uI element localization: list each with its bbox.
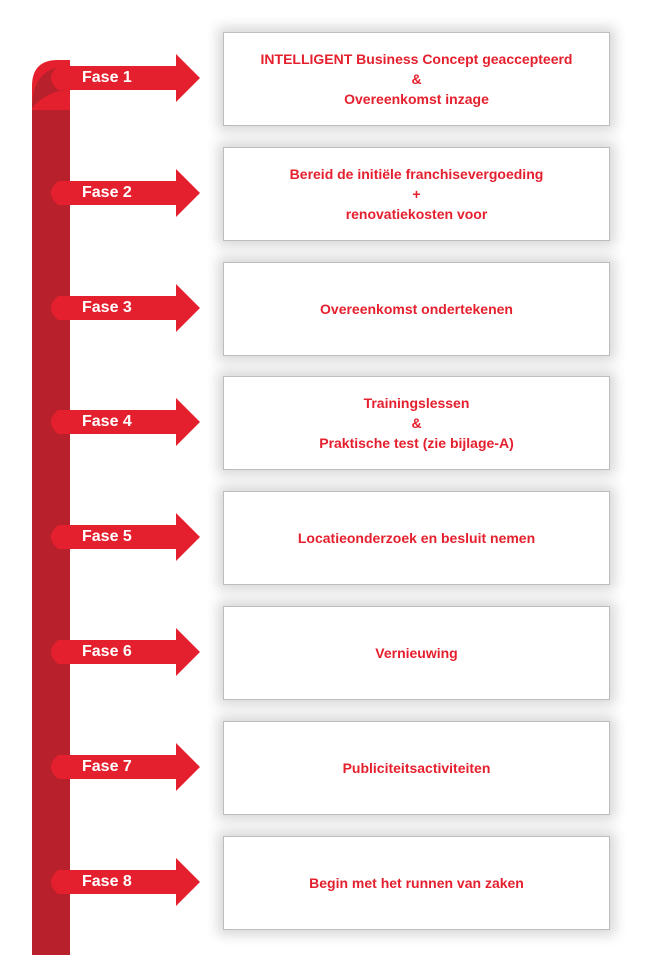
phase-label: Fase 6: [82, 643, 132, 660]
phase-text-line: Vernieuwing: [375, 645, 458, 661]
phase-text-line: Locatieonderzoek en besluit nemen: [297, 530, 536, 546]
phase-box: [223, 262, 610, 356]
phase-text-line: Overeenkomst inzage: [344, 91, 489, 107]
phase-text-line: Overeenkomst ondertekenen: [320, 301, 513, 317]
phase-text-line: &: [411, 415, 422, 431]
phase-box: [223, 836, 610, 930]
phase-box: [223, 376, 610, 470]
phase-box: [223, 491, 610, 585]
phase-box: [223, 606, 610, 700]
phase-box: [223, 721, 610, 815]
phase-text-line: Bereid de initiële franchisevergoeding: [289, 166, 544, 182]
phase-text-line: Praktische test (zie bijlage-A): [319, 435, 514, 451]
phase-label: Fase 5: [82, 528, 132, 545]
phase-text-line: Trainingslessen: [363, 395, 470, 411]
phase-text-line: +: [412, 186, 421, 202]
phase-label: Fase 7: [82, 758, 132, 775]
phase-box: [223, 32, 610, 126]
phase-text-line: Begin met het runnen van zaken: [309, 875, 524, 891]
phase-text-line: Publiciteitsactiviteiten: [342, 760, 491, 776]
phase-label: Fase 3: [82, 299, 132, 316]
phase-label: Fase 1: [82, 69, 132, 86]
phase-label: Fase 8: [82, 873, 132, 890]
phase-label: Fase 2: [82, 184, 132, 201]
phase-text-line: renovatiekosten voor: [345, 206, 488, 222]
phase-text-line: INTELLIGENT Business Concept geaccepteerd: [260, 51, 573, 67]
phase-box: [223, 147, 610, 241]
phase-label: Fase 4: [82, 413, 132, 430]
phase-text-line: &: [411, 71, 422, 87]
